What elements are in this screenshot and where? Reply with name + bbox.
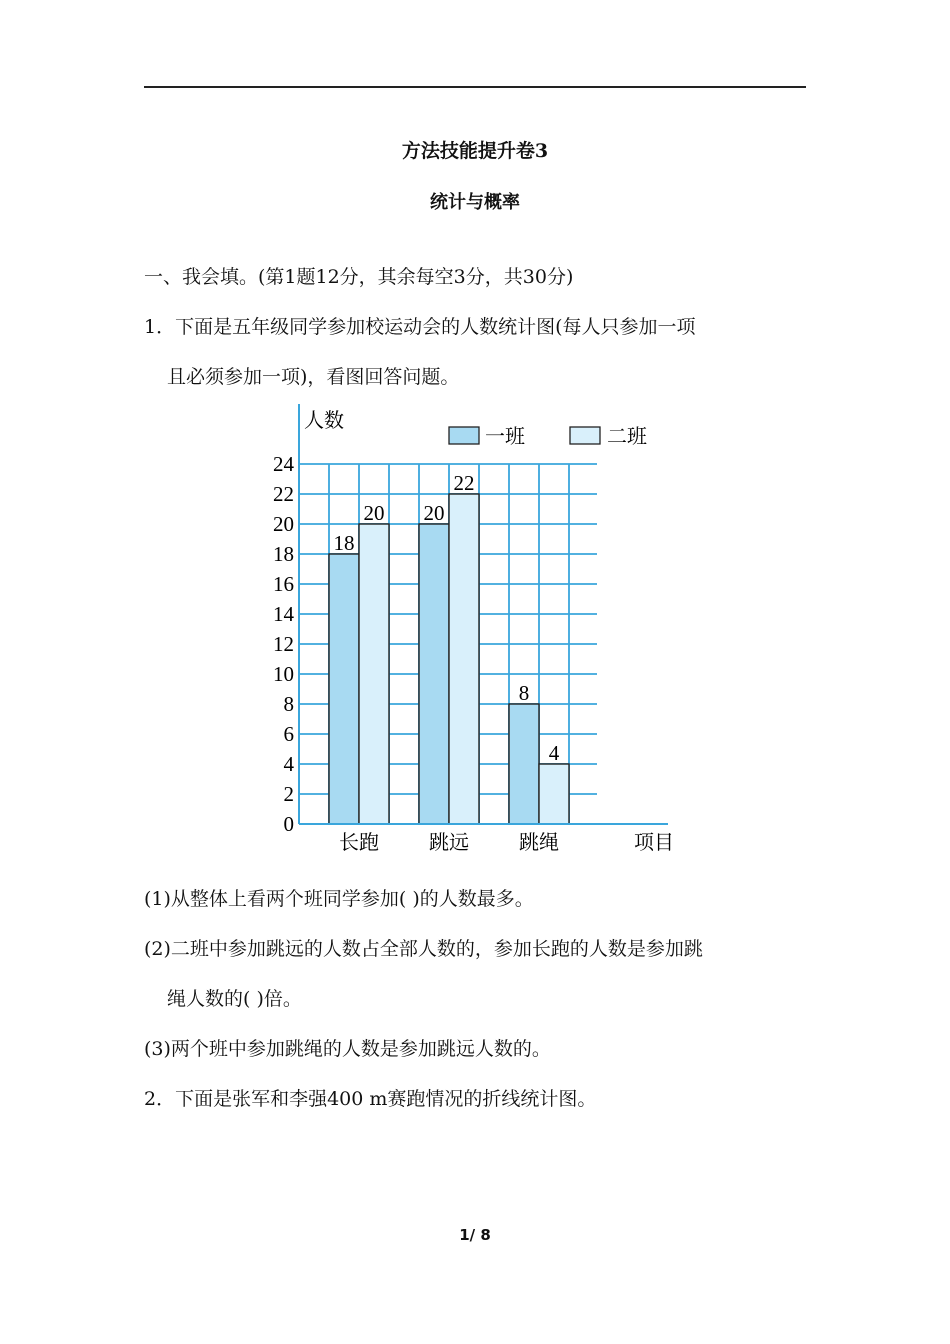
question-1-sub-2-line-2: 绳人数的( )倍。 [167, 988, 302, 1010]
bar-value-label: 8 [518, 681, 530, 705]
y-tick-label: 2 [283, 782, 294, 806]
y-tick-label: 6 [283, 722, 294, 746]
legend-swatch-class-2 [570, 427, 600, 444]
y-tick-label: 24 [273, 452, 294, 476]
bar-value-label: 22 [453, 471, 475, 495]
y-tick-label: 10 [273, 662, 294, 686]
y-tick-label: 20 [273, 512, 294, 536]
y-tick-label: 8 [283, 692, 294, 716]
legend-label-class-2: 二班 [607, 424, 647, 448]
y-tick-labels [273, 452, 295, 836]
legend [449, 424, 647, 448]
question-1-sub-1: (1)从整体上看两个班同学参加( )的人数最多。 [144, 888, 534, 910]
question-1-line-2: 且必须参加一项)，看图回答问题。 [167, 366, 460, 388]
x-category-label: 跳绳 [519, 830, 559, 854]
y-tick-label: 4 [283, 752, 294, 776]
y-tick-label: 0 [283, 812, 294, 836]
bar [509, 704, 539, 824]
bar [329, 554, 359, 824]
y-axis-label: 人数 [304, 408, 344, 432]
y-tick-label: 18 [273, 542, 294, 566]
bar [539, 764, 569, 824]
question-1-sub-2-line-1: (2)二班中参加跳远的人数占全部人数的，参加长跑的人数是参加跳 [144, 938, 703, 960]
x-axis-label: 项目 [634, 830, 674, 854]
y-tick-label: 22 [273, 482, 294, 506]
question-1-line-1: 1．下面是五年级同学参加校运动会的人数统计图(每人只参加一项 [144, 316, 696, 338]
bar [419, 524, 449, 824]
bar-value-label: 20 [423, 501, 445, 525]
x-category-label: 跳远 [429, 830, 469, 854]
y-tick-label: 12 [273, 632, 294, 656]
legend-label-class-1: 一班 [485, 424, 525, 448]
question-2-line-1: 2．下面是张军和李强400 m赛跑情况的折线统计图。 [144, 1088, 597, 1110]
page-subtitle: 统计与概率 [430, 192, 520, 213]
question-1-sub-3: (3)两个班中参加跳绳的人数是参加跳远人数的。 [144, 1038, 551, 1060]
chart-bars [329, 494, 569, 824]
section-heading: 一、我会填。(第1题12分，其余每空3分，共30分) [144, 266, 574, 288]
page-title: 方法技能提升卷3 [401, 140, 549, 162]
bar-value-label: 4 [548, 741, 560, 765]
legend-swatch-class-1 [449, 427, 479, 444]
y-tick-label: 16 [273, 572, 294, 596]
page-number: 1/ 8 [459, 1226, 491, 1244]
bar [359, 524, 389, 824]
x-category-label: 长跑 [339, 830, 379, 854]
bar-value-label: 18 [333, 531, 355, 555]
bar-value-label: 20 [363, 501, 385, 525]
bar [449, 494, 479, 824]
x-category-labels [339, 830, 559, 854]
y-tick-label: 14 [273, 602, 294, 626]
